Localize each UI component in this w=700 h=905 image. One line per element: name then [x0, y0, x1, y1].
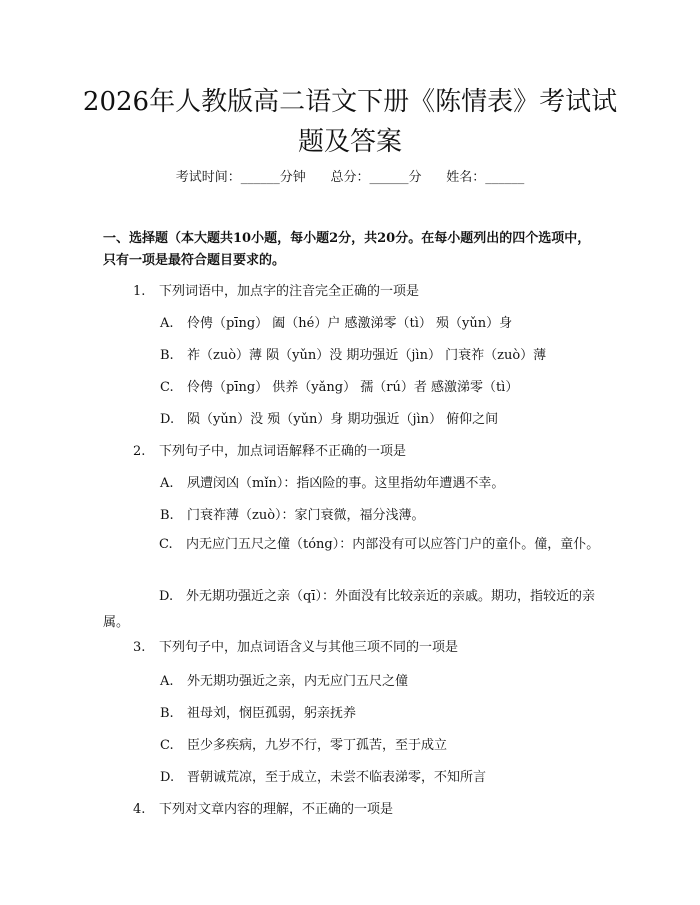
question-number: 1.: [133, 284, 146, 299]
option-letter: C.: [160, 738, 174, 753]
option-text: 祖母刘，悯臣孤弱，躬亲抚养: [187, 706, 357, 721]
option-letter: A.: [160, 476, 174, 491]
question-4: [133, 800, 393, 820]
option-letter: B.: [160, 706, 174, 721]
option-text: 内无应门五尺之僮（tóng）：内部没有可以应答门户的童仆。僮，童仆。: [186, 537, 600, 552]
question-3: [133, 638, 458, 658]
section-heading: 一、选择题（本大题共10小题，每小题2分，共20分。在每小题列出的四个选项中，只有一项是最符合题目要求的。: [103, 231, 591, 268]
q2-option-d: [103, 584, 603, 636]
q2-option-c: [103, 532, 603, 558]
option-text: 祚（zuò）薄 陨（yǔn）没 期功强近（jìn） 门衰祚（zuò）薄: [187, 348, 547, 363]
q2-option-a: [160, 474, 504, 494]
option-text: 陨（yǔn）没 殒（yǔn）身 期功强近（jìn） 俯仰之间: [187, 412, 499, 427]
option-letter: D.: [159, 589, 174, 604]
question-stem: 下列对文章内容的理解，不正确的一项是: [159, 802, 394, 817]
option-text: 门衰祚薄（zuò）：家门衰微，福分浅薄。: [187, 508, 425, 523]
option-letter: C.: [160, 380, 174, 395]
q1-option-d: [160, 410, 498, 430]
exam-info-line: 考试时间：______分钟 总分：______分 姓名：______: [175, 170, 525, 185]
q3-option-d: [160, 768, 486, 788]
question-stem: 下列词语中，加点字的注音完全正确的一项是: [159, 284, 420, 299]
option-text: 夙遭闵凶（mǐn）：指凶险的事。这里指幼年遭遇不幸。: [187, 476, 505, 491]
question-stem: 下列句子中，加点词语含义与其他三项不同的一项是: [159, 640, 459, 655]
option-text: 伶俜（pīng） 阖（hé）户 感激涕零（tì） 殒（yǔn）身: [187, 316, 513, 331]
option-text: 臣少多疾病，九岁不行，零丁孤苦，至于成立: [187, 738, 448, 753]
option-letter: D.: [160, 770, 175, 785]
question-number: 3.: [133, 640, 146, 655]
document-title: 2026年人教版高二语文下册《陈情表》考试试题及答案: [82, 87, 618, 157]
option-letter: D.: [160, 412, 175, 427]
option-letter: A.: [160, 674, 174, 689]
question-2: [133, 442, 406, 462]
q1-option-a: [160, 314, 512, 334]
option-letter: A.: [160, 316, 174, 331]
q1-option-b: [160, 346, 546, 366]
question-stem: 下列句子中，加点词语解释不正确的一项是: [159, 444, 407, 459]
q3-option-a: [160, 672, 408, 692]
option-text: 外无期功强近之亲（qī）：外面没有比较亲近的亲戚。期功，指较近的亲属。: [103, 589, 595, 630]
question-1: [133, 282, 419, 302]
question-number: 2.: [133, 444, 146, 459]
q1-option-c: [160, 378, 518, 398]
q3-option-b: [160, 704, 356, 724]
option-letter: B.: [160, 508, 174, 523]
question-number: 4.: [133, 802, 146, 817]
option-letter: B.: [160, 348, 174, 363]
option-text: 伶俜（pīng） 供养（yǎng） 孺（rú）者 感激涕零（tì）: [187, 380, 519, 395]
option-text: 晋朝诚荒凉，至于成立，未尝不临表涕零，不知所言: [187, 770, 487, 785]
option-letter: C.: [159, 537, 173, 552]
q3-option-c: [160, 736, 447, 756]
q2-option-b: [160, 506, 425, 526]
option-text: 外无期功强近之亲，内无应门五尺之僮: [187, 674, 409, 689]
